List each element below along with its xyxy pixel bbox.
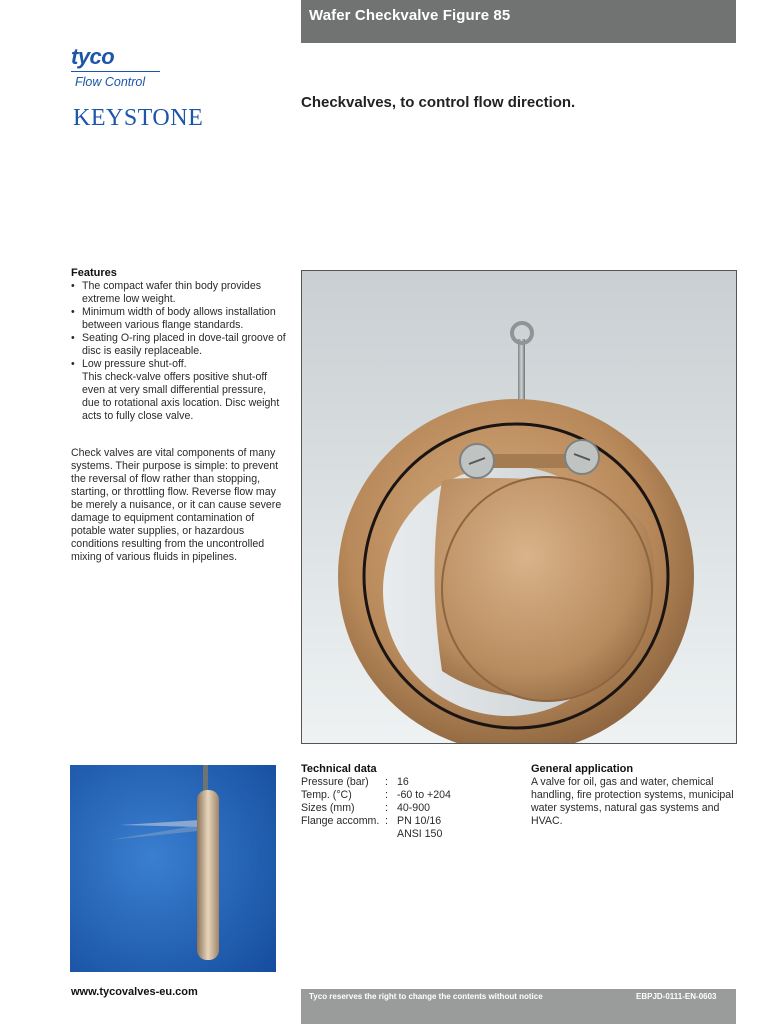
feature-item: • Low pressure shut-off. bbox=[71, 358, 187, 370]
keystone-logo: KEYSTONE bbox=[73, 105, 204, 131]
page-title: Wafer Checkvalve Figure 85 bbox=[309, 7, 511, 24]
features-heading: Features bbox=[71, 267, 117, 279]
website-link[interactable]: www.tycovalves-eu.com bbox=[71, 986, 198, 998]
general-application-text: A valve for oil, gas and water, chemical handling, fire protection systems, municipal water systems, natural gas systems and HVAC. bbox=[531, 776, 734, 827]
valve-side-illustration bbox=[70, 765, 276, 972]
intro-paragraph: Check valves are vital components of many systems. Their purpose is simple: to prevent the reversal of flow rather than stopping, starting, or throttling flow. Reverse flow may be merely a nuisance, or it can cause severe damage to equipment contamination of potable water supplies, or hazardous conditions resulting from the uncontrolled mixing of various fluids in pipelines. bbox=[71, 447, 282, 563]
general-application-heading: General application bbox=[531, 763, 634, 775]
tyco-logo: tyco bbox=[71, 44, 115, 69]
table-row: Flange accomm. : PN 10/16 bbox=[301, 815, 442, 827]
headline: Checkvalves, to control flow direction. bbox=[301, 94, 576, 111]
valve-side-photo bbox=[70, 765, 276, 972]
logo-rule bbox=[71, 71, 160, 72]
technical-data-heading: Technical data bbox=[301, 763, 377, 775]
table-row: ANSI 150 bbox=[397, 828, 443, 840]
bullet-icon: • bbox=[71, 280, 75, 292]
feature-item: • Seating O-ring placed in dove-tail groove of disc is easily replaceable. bbox=[71, 332, 286, 357]
document-code: EBPJD-0111-EN-0603 bbox=[636, 992, 717, 1001]
bullet-icon: • bbox=[71, 332, 75, 344]
footer-notice: Tyco reserves the right to change the contents without notice bbox=[309, 992, 543, 1001]
table-row: Sizes (mm) : 40-900 bbox=[301, 802, 430, 814]
valve-front-illustration bbox=[302, 271, 736, 743]
feature-item: • Minimum width of body allows installation between various flange standards. bbox=[71, 306, 276, 331]
table-row: Temp. (°C) : -60 to +204 bbox=[301, 789, 451, 801]
flow-control-logo: Flow Control bbox=[75, 75, 146, 89]
feature-item-detail: This check-valve offers positive shut-off even at very small differential pressure, due to rotational axis location. Disc weight acts to fully close valve. bbox=[82, 371, 280, 422]
technical-data-table bbox=[301, 776, 451, 841]
bullet-icon: • bbox=[71, 358, 75, 370]
table-row: Pressure (bar) : 16 bbox=[301, 776, 409, 788]
bullet-icon: • bbox=[71, 306, 75, 318]
features-list bbox=[71, 280, 286, 423]
valve-front-photo bbox=[301, 270, 737, 744]
feature-item: • The compact wafer thin body provides extreme low weight. bbox=[71, 280, 262, 305]
